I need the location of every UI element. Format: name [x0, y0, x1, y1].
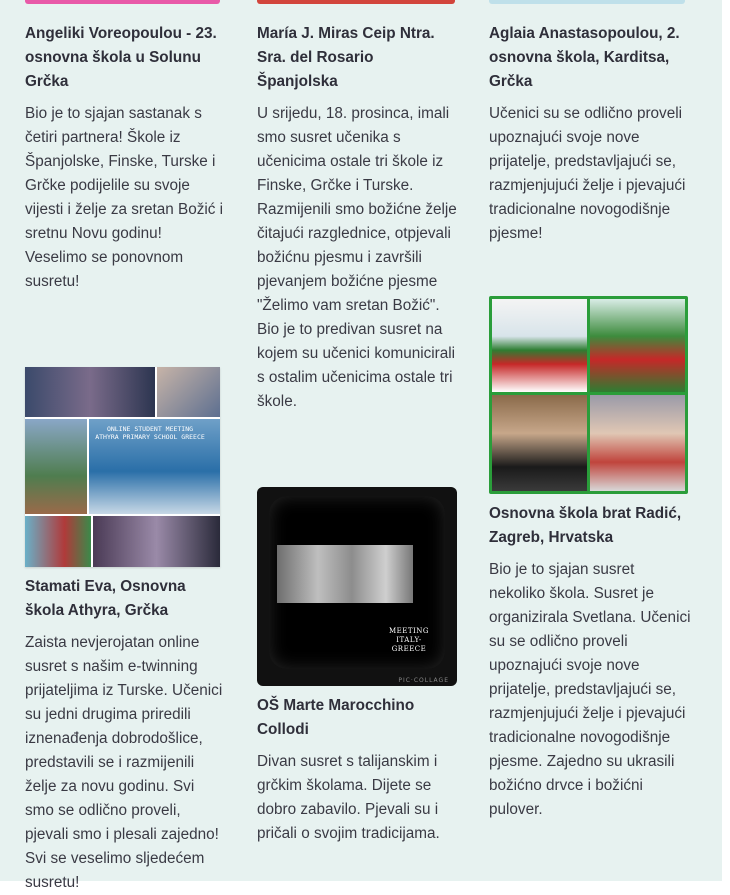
post-author: María J. Miras Ceip Ntra. Sra. del Rosario Španjolska [257, 25, 435, 90]
post-card[interactable] [25, 367, 225, 895]
post-text: Bio je to sjajan sastanak s četiri partnera! Škole iz Španjolske, Finske, Turske i Grčke podijelile su svoje vijesti i želje za sretan Božić i sretnu Novu godinu! Veselimo se ponovnom susretu! [25, 105, 224, 290]
post-card[interactable] [257, 22, 457, 414]
post-author: OŠ Marte Marocchino Collodi [257, 697, 415, 738]
post-card[interactable] [489, 296, 693, 822]
post-text: Divan susret s talijanskim i grčkim školama. Dijete se dobro zabavilo. Pjevali su i pričali o svojim tradicijama. [257, 753, 440, 842]
post-card[interactable] [257, 487, 457, 846]
post-color-bar [489, 0, 685, 4]
post-color-bar [257, 0, 455, 4]
post-author: Stamati Eva, Osnovna škola Athyra, Grčka [25, 578, 186, 619]
post-image-collage[interactable] [489, 296, 688, 494]
post-text: U srijedu, 18. prosinca, imali smo susret učenika s učenicima ostale tri škole iz Finske, Grčke i Turske. Razmijenili smo božićne želje čitajući razglednice, otpjevali božićnu pjesmu i završili pjevanjem božićne pjesme "Želimo vam sretan Božić". Bio je to predivan susret na kojem su učenici komunicirali s ostalim učenicima ostale tri škole. [257, 105, 457, 410]
image-label: MEETING ITALY-GREECE [388, 627, 430, 653]
post-author: Aglaia Anastasopoulou, 2. osnovna škola, Karditsa, Grčka [489, 25, 680, 90]
post-card[interactable] [25, 22, 225, 294]
post-author: Osnovna škola brat Radić, Zagreb, Hrvatska [489, 505, 682, 546]
post-card[interactable] [489, 22, 693, 246]
post-image-tv-collage[interactable] [257, 487, 457, 686]
post-text: Bio je to sjajan susret nekoliko škola. Susret je organizirala Svetlana. Učenici su se odlično proveli upoznajući svoje nove prijatelje, predstavljajući se, razmjenjujući želje i pjevajući tradicionalne novogodišnje pjesme. Zajedno su ukrasili božićno drvce i božićni pulover. [489, 561, 691, 818]
meeting-photo [277, 545, 413, 603]
post-text: Zaista nevjerojatan online susret s našim e-twinning prijateljima iz Turske. Učenici su jedni drugima priredili iznenađenja dobrodošlice, predstavili se i razmijenili želje za novu godinu. Svi smo se odlično proveli, pjevali smo i plesali zajedno! Svi se veselimo sljedećem susretu! [25, 634, 223, 891]
post-color-bar [25, 0, 220, 4]
image-watermark: PIC·COLLAGE [398, 677, 449, 684]
post-image-collage[interactable] [25, 367, 220, 567]
post-text: Učenici su se odlično proveli upoznajući svoje nove prijatelje, predstavljajući se, razmjenjujući želje i pjevajući tradicionalne novogodišnje pjesme! [489, 105, 686, 242]
image-caption: ONLINE STUDENT MEETING ATHYRA PRIMARY SCHOOL GREECE [95, 425, 205, 441]
post-author: Angeliki Voreopoulou - 23. osnovna škola u Solunu Grčka [25, 25, 217, 90]
